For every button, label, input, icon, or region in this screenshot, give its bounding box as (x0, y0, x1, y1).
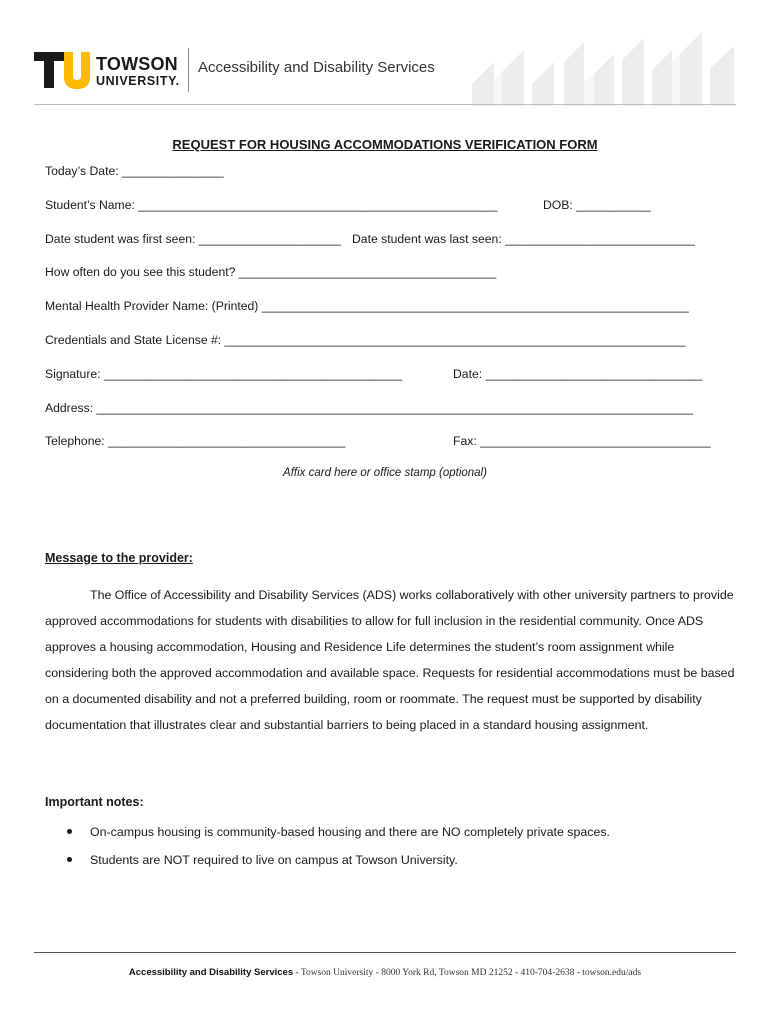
dob-field[interactable]: DOB: ___________ (543, 198, 651, 212)
office-stamp-note: Affix card here or office stamp (optional) (283, 467, 487, 479)
message-paragraph: The Office of Accessibility and Disability Services (ADS) works collaboratively with other university partners to provide approved accommodations for students with disabilities to allow for full inclusion in the residential community. Once ADS approves a housing accommodation, Housing and Residence Life determines the student’s room assignment while considering both the approved accommodation and available space. Requests for residential accommodations must be based on a documented disability and not a preferred building, room or roommate. The request must be supported by disability documentation that illustrates clear and substantial barriers to being placed in a standard housing assignment. (45, 588, 735, 732)
list-item (45, 820, 735, 848)
page-header (34, 44, 736, 106)
first-seen-date-field[interactable]: Date student was first seen: _____________________ (45, 232, 342, 246)
page-footer (0, 967, 770, 978)
note-text: On-campus housing is community-based housing and there are NO completely private spaces. (90, 825, 610, 839)
message-heading: Message to the provider: (45, 551, 193, 565)
logo-wordmark-line1: TOWSON (96, 54, 178, 74)
address-field[interactable]: Address: ________________________________________________________________________________________ (45, 401, 693, 415)
bullet-icon (67, 857, 72, 862)
footer-rule (34, 952, 736, 953)
credentials-license-field[interactable]: Credentials and State License #: ____________________________________________________________________ (45, 333, 686, 347)
student-name-field[interactable]: Student’s Name: _____________________________________________________ (45, 198, 498, 212)
telephone-field[interactable]: Telephone: ___________________________________ (45, 434, 346, 448)
footer-office-name: Accessibility and Disability Services (128, 967, 294, 978)
signature-field[interactable]: Signature: ____________________________________________ (45, 367, 403, 381)
department-title: Accessibility and Disability Services (198, 59, 435, 76)
logo-wordmark-line2: UNIVERSITY. (96, 74, 180, 88)
notes-list (45, 820, 735, 876)
visit-frequency-field[interactable]: How often do you see this student? ______________________________________ (45, 265, 497, 279)
note-text: Students are NOT required to live on campus at Towson University. (90, 853, 458, 867)
tu-monogram-icon (34, 50, 92, 90)
list-item (45, 848, 735, 876)
signature-date-field[interactable]: Date: ________________________________ (453, 367, 703, 381)
header-divider (188, 48, 189, 92)
todays-date-field[interactable]: Today’s Date: _______________ (45, 164, 224, 178)
last-seen-date-field[interactable]: Date student was last seen: ____________________________ (352, 232, 695, 246)
provider-name-field[interactable]: Mental Health Provider Name: (Printed) _______________________________________________________________ (45, 299, 689, 313)
form-title: REQUEST FOR HOUSING ACCOMMODATIONS VERIFICATION FORM (172, 137, 598, 152)
fax-field[interactable]: Fax: __________________________________ (453, 434, 711, 448)
footer-contact-details: - Towson University - 8000 York Rd, Towson MD 21252 - 410-704-2638 - towson.edu/ads (293, 968, 642, 978)
header-rule (34, 104, 736, 105)
bullet-icon (67, 829, 72, 834)
notes-heading: Important notes: (45, 795, 144, 809)
decorative-stripe-pattern (472, 32, 736, 106)
towson-university-logo (34, 50, 184, 94)
